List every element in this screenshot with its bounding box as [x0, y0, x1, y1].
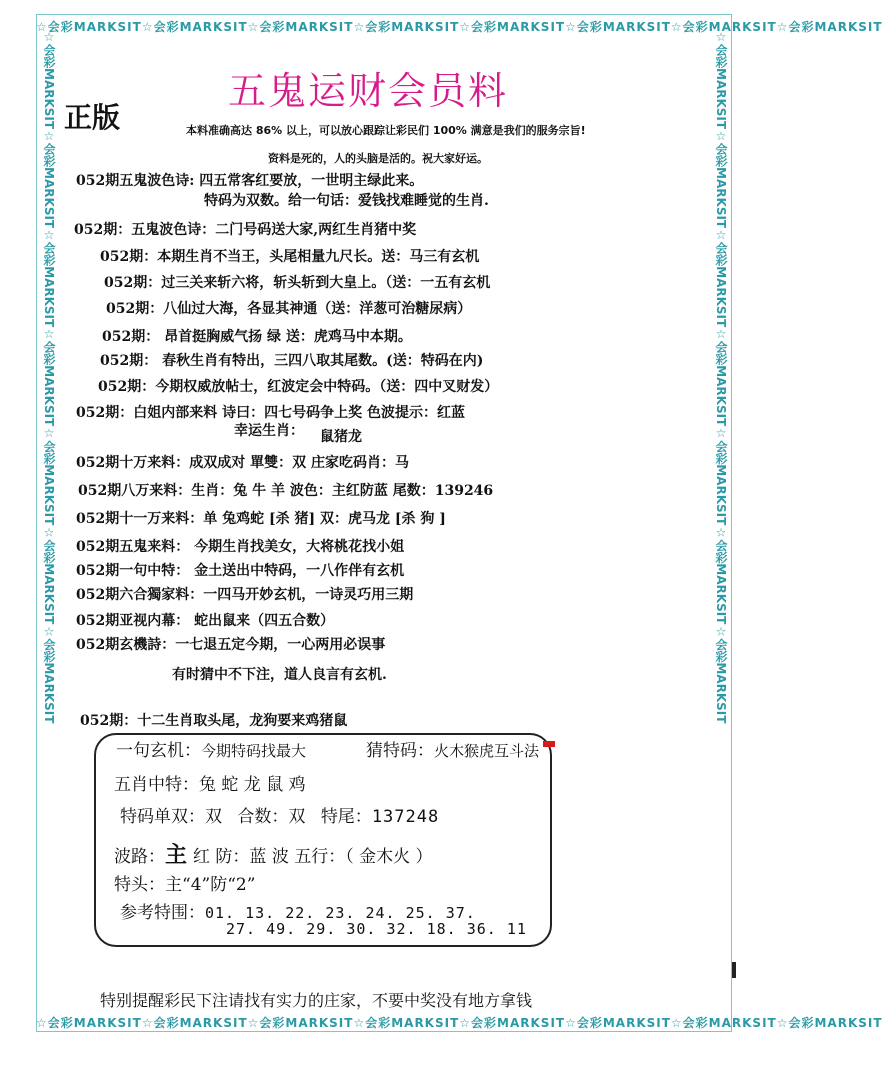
content-line: 052期： 春秋生肖有特出，三四八取其尾数。(送：特码在内) — [100, 353, 484, 369]
content-line: 052期：五鬼波色诗：二门号码送大家,两红生肖猪中奖 — [74, 222, 417, 238]
tail-label: 特尾： — [320, 807, 372, 827]
footer-warning: 特别提醒彩民下注请找有实力的庄家，不要中奖没有地方拿钱 — [100, 991, 533, 1010]
content-line: 052期亚视内幕： 蛇出鼠来（四五合数） — [76, 613, 335, 629]
content-line: 052期： 昂首挺胸威气扬 绿 送：虎鸡马中本期。 — [102, 329, 412, 345]
content-line: 特码为双数。给一句话：爱钱找难睡觉的生肖. — [204, 193, 489, 209]
edition-badge: 正版 — [64, 101, 121, 134]
right-border-band: ☆会彩MARKSIT☆会彩MARKSIT☆会彩MARKSIT☆会彩MARKSIT☆会彩MARKSIT☆会彩MARKSIT☆会彩MARKSIT — [714, 30, 728, 724]
content-line: 052期玄機詩：一七退五定今期，一心两用必误事 — [76, 637, 386, 653]
guess-value: 火木猴虎互斗法 — [434, 742, 540, 760]
sum-label: 合数： — [237, 807, 289, 827]
riddle-row — [116, 736, 306, 761]
wave-row — [114, 838, 433, 869]
top-border-band: ☆会彩MARKSIT☆会彩MARKSIT☆会彩MARKSIT☆会彩MARKSIT☆会彩MARKSIT☆会彩MARKSIT☆会彩MARKSIT☆会彩MARKSIT — [36, 20, 883, 34]
page-title: 五鬼运财会员料 — [228, 69, 509, 113]
content-line: 052期十一万来料：单 兔鸡蛇 [杀 猪] 双：虎马龙 [杀 狗 ] — [76, 511, 446, 527]
riddle-value: 今期特码找最大 — [201, 742, 307, 760]
red-mark — [543, 741, 555, 747]
content-line: 052期：过三关来斩六将，斩头斩到大皇上。（送：一五有玄机 — [104, 275, 491, 291]
five-zodiac-label: 五肖中特： — [114, 775, 199, 795]
head-row — [114, 870, 255, 895]
content-line: 052期：今期权威放帖士，红波定会中特码。（送：四中叉财发） — [98, 379, 499, 395]
edge-tick — [732, 962, 736, 978]
wave-main: 主 — [165, 842, 188, 868]
content-line: 幸运生肖： — [234, 423, 304, 439]
riddle-label: 一句玄机： — [116, 741, 201, 761]
odd-even-row — [120, 802, 439, 827]
subtitle-guarantee: 本料准确高达 86% 以上，可以放心跟踪让彩民们 100% 满意是我们的服务宗旨! — [186, 124, 586, 137]
five-zodiac-value: 兔 蛇 龙 鼠 鸡 — [199, 775, 306, 795]
content-line: 052期六合獨家料：一四马开妙玄机，一诗灵巧用三期 — [76, 587, 414, 603]
ref-label: 参考特围： — [120, 903, 205, 923]
content-line: 052期八万来料：生肖：兔 牛 羊 波色：主红防蓝 尾数：139246 — [78, 483, 494, 499]
content-line: 052期：十二生肖取头尾，龙狗要来鸡猪鼠 — [80, 713, 348, 729]
subtitle-luck: 资料是死的，人的头脑是活的。祝大家好运。 — [268, 152, 488, 165]
content-line: 052期五鬼波色诗: 四五常客红要放，一世明主绿此来。 — [76, 173, 424, 189]
content-line: 052期：白姐内部来料 诗曰：四七号码争上奖 色波提示：红蓝 — [76, 405, 465, 421]
left-border-band: ☆会彩MARKSIT☆会彩MARKSIT☆会彩MARKSIT☆会彩MARKSIT☆会彩MARKSIT☆会彩MARKSIT☆会彩MARKSIT — [42, 30, 56, 724]
sum-value: 双 — [288, 807, 306, 827]
odd-even-value: 双 — [205, 807, 222, 827]
head-value: 主“4”防“2” — [165, 875, 256, 895]
content-line: 鼠猪龙 — [320, 429, 362, 445]
head-label: 特头： — [114, 875, 165, 895]
wave-label: 波路： — [114, 847, 165, 867]
guess-label: 猜特码： — [366, 741, 434, 761]
content-line: 052期五鬼来料： 今期生肖找美女，大将桃花找小姐 — [76, 539, 405, 555]
bottom-border-band: ☆会彩MARKSIT☆会彩MARKSIT☆会彩MARKSIT☆会彩MARKSIT☆会彩MARKSIT☆会彩MARKSIT☆会彩MARKSIT☆会彩MARKSIT — [36, 1016, 883, 1030]
content-line: 052期一句中特： 金土送出中特码，一八作伴有玄机 — [76, 563, 405, 579]
content-line: 052期：本期生肖不当王，头尾相量九尺长。送：马三有玄机 — [100, 249, 480, 265]
ref-value-1: 01. 13. 22. 23. 24. 25. 37. — [205, 904, 476, 922]
wave-value: 红 防：蓝 波 五行：（ 金木火 ） — [193, 847, 433, 867]
content-line: 052期十万来料：成双成对 單雙：双 庄家吃码肖：马 — [76, 455, 409, 471]
tail-value: 137248 — [371, 807, 440, 827]
content-line: 052期：八仙过大海，各显其神通（送：洋葱可治糖尿病） — [106, 301, 472, 317]
odd-even-label: 特码单双： — [120, 807, 205, 827]
five-zodiac-row — [114, 770, 306, 795]
ref-value-2: 27. 49. 29. 30. 32. 18. 36. 11 — [226, 920, 527, 938]
content-line: 有时猜中不下注，道人良言有玄机. — [172, 667, 387, 683]
guess-row — [366, 736, 539, 761]
